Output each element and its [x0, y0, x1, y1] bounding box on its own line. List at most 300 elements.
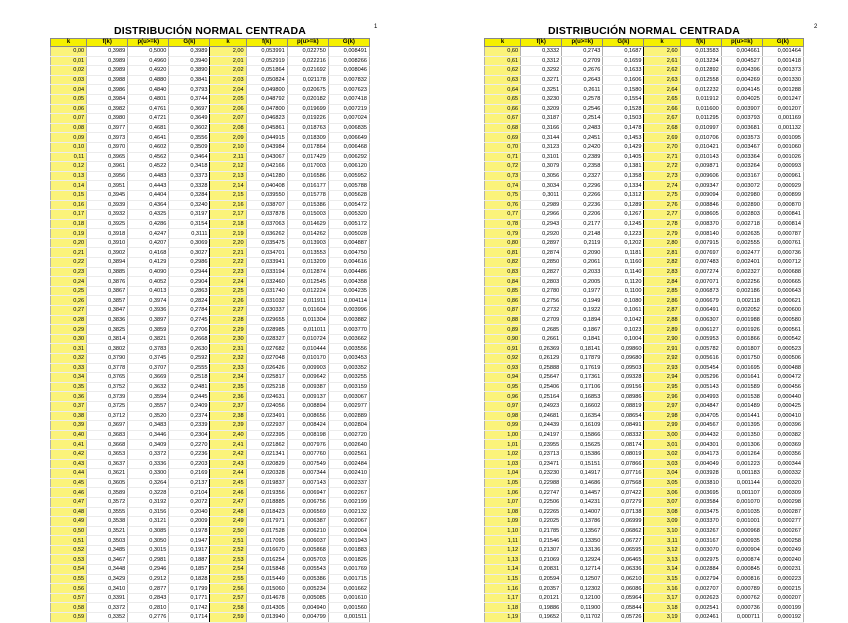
cell-p-u-ge-k: 0,001926: [721, 325, 762, 335]
cell-f-k: 0,3230: [521, 94, 562, 104]
cell-g-k: 0,1061: [603, 306, 644, 316]
cell-k: 1,07: [485, 497, 521, 507]
cell-g-k: 0,003556: [328, 344, 369, 354]
cell-f-k: 0,3836: [87, 315, 128, 325]
cell-f-k: 0,005296: [680, 373, 721, 383]
cell-p-u-ge-k: 0,006569: [287, 507, 328, 517]
cell-k: 0,36: [51, 392, 87, 402]
cell-k: 0,93: [485, 363, 521, 373]
cell-g-k: 0,2009: [169, 517, 210, 527]
cell-f-k: 0,019837: [246, 478, 287, 488]
cell-f-k: 0,041280: [246, 171, 287, 181]
cell-g-k: 0,000207: [762, 593, 803, 603]
cell-f-k: 0,3885: [87, 267, 128, 277]
cell-k: 0,58: [51, 603, 87, 613]
table-row: [485, 75, 804, 85]
cell-p-u-ge-k: 0,019699: [287, 104, 328, 114]
cell-p-u-ge-k: 0,000736: [721, 603, 762, 613]
cell-k: 2,29: [210, 325, 246, 335]
cell-g-k: 0,003453: [328, 354, 369, 364]
cell-f-k: 0,009871: [680, 162, 721, 172]
cell-p-u-ge-k: 0,002980: [721, 190, 762, 200]
cell-k: 2,79: [644, 229, 680, 239]
table-row: [485, 267, 804, 277]
cell-k: 2,39: [210, 421, 246, 431]
cell-g-k: 0,001883: [328, 545, 369, 555]
cell-p-u-ge-k: 0,2843: [128, 593, 169, 603]
column-header-p-u-ge-k: p(u>=k): [562, 39, 603, 47]
cell-f-k: 0,3653: [87, 449, 128, 459]
cell-g-k: 0,1181: [603, 248, 644, 258]
cell-k: 0,59: [51, 613, 87, 623]
cell-p-u-ge-k: 0,4641: [128, 133, 169, 143]
cell-g-k: 0,003882: [328, 315, 369, 325]
cell-k: 1,04: [485, 469, 521, 479]
cell-f-k: 0,043067: [246, 152, 287, 162]
cell-p-u-ge-k: 0,010170: [287, 354, 328, 364]
cell-k: 0,55: [51, 574, 87, 584]
cell-g-k: 0,001826: [328, 555, 369, 565]
cell-k: 1,15: [485, 574, 521, 584]
cell-g-k: 0,000440: [762, 392, 803, 402]
cell-k: 2,62: [644, 66, 680, 76]
cell-p-u-ge-k: 0,020675: [287, 85, 328, 95]
cell-k: 2,14: [210, 181, 246, 191]
cell-f-k: 0,006307: [680, 315, 721, 325]
cell-p-u-ge-k: 0,2389: [562, 152, 603, 162]
cell-g-k: 0,1554: [603, 94, 644, 104]
table-row: [485, 507, 804, 517]
cell-k: 2,89: [644, 325, 680, 335]
table-row: [51, 325, 370, 335]
cell-k: 3,00: [644, 430, 680, 440]
cell-g-k: 0,000814: [762, 219, 803, 229]
cell-g-k: 0,005628: [328, 190, 369, 200]
cell-p-u-ge-k: 0,003467: [721, 142, 762, 152]
cell-k: 0,47: [51, 497, 87, 507]
cell-p-u-ge-k: 0,2776: [128, 613, 169, 623]
cell-g-k: 0,3649: [169, 114, 210, 124]
cell-p-u-ge-k: 0,002256: [721, 277, 762, 287]
cell-p-u-ge-k: 0,2033: [562, 267, 603, 277]
table-row: [51, 142, 370, 152]
cell-f-k: 0,008846: [680, 200, 721, 210]
cell-p-u-ge-k: 0,021692: [287, 66, 328, 76]
cell-f-k: 0,23471: [521, 459, 562, 469]
cell-f-k: 0,3712: [87, 411, 128, 421]
cell-f-k: 0,3739: [87, 392, 128, 402]
cell-p-u-ge-k: 0,3859: [128, 325, 169, 335]
cell-g-k: 0,2040: [169, 507, 210, 517]
cell-k: 0,21: [51, 248, 87, 258]
cell-f-k: 0,025817: [246, 373, 287, 383]
cell-f-k: 0,037878: [246, 210, 287, 220]
cell-f-k: 0,007274: [680, 267, 721, 277]
cell-p-u-ge-k: 0,006210: [287, 526, 328, 536]
cell-f-k: 0,003928: [680, 469, 721, 479]
cell-f-k: 0,031740: [246, 286, 287, 296]
cell-f-k: 0,3589: [87, 488, 128, 498]
cell-k: 0,40: [51, 430, 87, 440]
cell-k: 0,49: [51, 517, 87, 527]
cell-f-k: 0,004049: [680, 459, 721, 469]
cell-f-k: 0,004847: [680, 401, 721, 411]
cell-f-k: 0,004993: [680, 392, 721, 402]
cell-g-k: 0,07138: [603, 507, 644, 517]
cell-g-k: 0,08491: [603, 421, 644, 431]
cell-k: 0,07: [51, 114, 87, 124]
cell-f-k: 0,3429: [87, 574, 128, 584]
cell-f-k: 0,3939: [87, 200, 128, 210]
table-row: [51, 459, 370, 469]
cell-p-u-ge-k: 0,13567: [562, 526, 603, 536]
cell-p-u-ge-k: 0,004661: [721, 47, 762, 57]
table-row: [485, 238, 804, 248]
column-header-f-k: f(k): [87, 39, 128, 47]
cell-p-u-ge-k: 0,2912: [128, 574, 169, 584]
cell-f-k: 0,045861: [246, 123, 287, 133]
cell-k: 0,87: [485, 306, 521, 316]
cell-k: 2,47: [210, 497, 246, 507]
table-row: [51, 449, 370, 459]
cell-f-k: 0,005616: [680, 354, 721, 364]
cell-g-k: 0,001715: [328, 574, 369, 584]
cell-f-k: 0,2874: [521, 248, 562, 258]
cell-f-k: 0,3951: [87, 181, 128, 191]
cell-g-k: 0,000425: [762, 401, 803, 411]
table-row: [485, 258, 804, 268]
cell-k: 0,73: [485, 171, 521, 181]
cell-g-k: 0,2304: [169, 430, 210, 440]
cell-f-k: 0,19652: [521, 613, 562, 623]
cell-f-k: 0,040408: [246, 181, 287, 191]
cell-k: 3,16: [644, 584, 680, 594]
cell-p-u-ge-k: 0,3974: [128, 296, 169, 306]
cell-f-k: 0,003475: [680, 507, 721, 517]
cell-p-u-ge-k: 0,4364: [128, 200, 169, 210]
cell-g-k: 0,3556: [169, 133, 210, 143]
cell-k: 0,20: [51, 238, 87, 248]
cell-f-k: 0,026426: [246, 363, 287, 373]
cell-f-k: 0,009347: [680, 181, 721, 191]
cell-k: 3,18: [644, 603, 680, 613]
cell-p-u-ge-k: 0,011604: [287, 306, 328, 316]
cell-f-k: 0,022937: [246, 421, 287, 431]
table-row: [51, 296, 370, 306]
table-row: [485, 430, 804, 440]
page-title: DISTRIBUCIÓN NORMAL CENTRADA: [113, 25, 307, 37]
cell-f-k: 0,003267: [680, 526, 721, 536]
cell-p-u-ge-k: 0,001807: [721, 344, 762, 354]
cell-k: 2,06: [210, 104, 246, 114]
cell-f-k: 0,25647: [521, 373, 562, 383]
cell-k: 0,48: [51, 507, 87, 517]
cell-f-k: 0,3956: [87, 171, 128, 181]
cell-p-u-ge-k: 0,2061: [562, 258, 603, 268]
cell-g-k: 0,003159: [328, 382, 369, 392]
cell-f-k: 0,037063: [246, 219, 287, 229]
table-row: [51, 267, 370, 277]
table-row: [485, 382, 804, 392]
cell-f-k: 0,015848: [246, 565, 287, 575]
cell-f-k: 0,020328: [246, 469, 287, 479]
cell-k: 0,60: [485, 47, 521, 57]
cell-p-u-ge-k: 0,018763: [287, 123, 328, 133]
cell-p-u-ge-k: 0,001001: [721, 517, 762, 527]
cell-k: 3,03: [644, 459, 680, 469]
cell-k: 2,22: [210, 258, 246, 268]
cell-k: 0,23: [51, 267, 87, 277]
table-row: [51, 382, 370, 392]
cell-p-u-ge-k: 0,14007: [562, 507, 603, 517]
cell-p-u-ge-k: 0,12302: [562, 584, 603, 594]
cell-k: 0,54: [51, 565, 87, 575]
cell-k: 2,33: [210, 363, 246, 373]
cell-k: 2,98: [644, 411, 680, 421]
cell-p-u-ge-k: 0,3594: [128, 392, 169, 402]
cell-k: 2,66: [644, 104, 680, 114]
cell-g-k: 0,000309: [762, 488, 803, 498]
cell-p-u-ge-k: 0,009137: [287, 392, 328, 402]
table-row: [485, 123, 804, 133]
cell-k: 0,11: [51, 152, 87, 162]
cell-k: 2,16: [210, 200, 246, 210]
cell-f-k: 0,012558: [680, 75, 721, 85]
cell-k: 2,82: [644, 258, 680, 268]
cell-g-k: 0,000542: [762, 334, 803, 344]
cell-p-u-ge-k: 0,4761: [128, 104, 169, 114]
cell-g-k: 0,006292: [328, 152, 369, 162]
cell-g-k: 0,1312: [603, 190, 644, 200]
cell-k: 1,13: [485, 555, 521, 565]
cell-k: 3,07: [644, 497, 680, 507]
cell-p-u-ge-k: 0,003793: [721, 114, 762, 124]
cell-f-k: 0,020829: [246, 459, 287, 469]
table-row: [485, 574, 804, 584]
cell-f-k: 0,3503: [87, 536, 128, 546]
cell-f-k: 0,017971: [246, 517, 287, 527]
cell-k: 2,73: [644, 171, 680, 181]
cell-g-k: 0,003352: [328, 363, 369, 373]
cell-p-u-ge-k: 0,016586: [287, 171, 328, 181]
cell-g-k: 0,3284: [169, 190, 210, 200]
cell-p-u-ge-k: 0,019226: [287, 114, 328, 124]
cell-g-k: 0,000580: [762, 315, 803, 325]
cell-f-k: 0,3961: [87, 162, 128, 172]
table-row: [485, 613, 804, 623]
cell-g-k: 0,1120: [603, 277, 644, 287]
cell-f-k: 0,22265: [521, 507, 562, 517]
cell-f-k: 0,3894: [87, 258, 128, 268]
cell-p-u-ge-k: 0,010444: [287, 344, 328, 354]
cell-g-k: 0,2072: [169, 497, 210, 507]
cell-g-k: 0,1267: [603, 210, 644, 220]
cell-k: 0,06: [51, 104, 87, 114]
cell-g-k: 0,002720: [328, 430, 369, 440]
cell-g-k: 0,05844: [603, 603, 644, 613]
table-row: [485, 536, 804, 546]
cell-f-k: 0,032460: [246, 277, 287, 287]
cell-f-k: 0,002975: [680, 555, 721, 565]
cell-f-k: 0,25406: [521, 382, 562, 392]
cell-g-k: 0,001247: [762, 94, 803, 104]
cell-f-k: 0,2709: [521, 315, 562, 325]
cell-g-k: 0,005952: [328, 171, 369, 181]
cell-k: 0,92: [485, 354, 521, 364]
cell-k: 0,88: [485, 315, 521, 325]
cell-g-k: 0,06595: [603, 545, 644, 555]
cell-k: 2,31: [210, 344, 246, 354]
cell-f-k: 0,009606: [680, 171, 721, 181]
column-header-k: k: [485, 39, 521, 47]
cell-g-k: 0,1042: [603, 315, 644, 325]
cell-k: 2,55: [210, 574, 246, 584]
cell-g-k: 0,000993: [762, 162, 803, 172]
table-row: [51, 306, 370, 316]
table-row: [51, 603, 370, 613]
table-row: [51, 478, 370, 488]
cell-k: 2,86: [644, 296, 680, 306]
column-header-g-k: G(k): [328, 39, 369, 47]
cell-g-k: 0,000356: [762, 449, 803, 459]
cell-f-k: 0,046823: [246, 114, 287, 124]
cell-p-u-ge-k: 0,18141: [562, 344, 603, 354]
cell-g-k: 0,007832: [328, 75, 369, 85]
table-row: [51, 584, 370, 594]
cell-k: 2,72: [644, 162, 680, 172]
cell-g-k: 0,001418: [762, 56, 803, 66]
cell-k: 2,70: [644, 142, 680, 152]
cell-p-u-ge-k: 0,2206: [562, 210, 603, 220]
cell-p-u-ge-k: 0,3264: [128, 478, 169, 488]
cell-g-k: 0,000277: [762, 517, 803, 527]
cell-f-k: 0,005143: [680, 382, 721, 392]
cell-g-k: 0,000231: [762, 565, 803, 575]
cell-p-u-ge-k: 0,004396: [721, 66, 762, 76]
cell-p-u-ge-k: 0,021178: [287, 75, 328, 85]
cell-k: 0,86: [485, 296, 521, 306]
cell-k: 2,51: [210, 536, 246, 546]
cell-p-u-ge-k: 0,020182: [287, 94, 328, 104]
cell-p-u-ge-k: 0,16853: [562, 392, 603, 402]
cell-p-u-ge-k: 0,003681: [721, 123, 762, 133]
cell-p-u-ge-k: 0,013209: [287, 258, 328, 268]
cell-g-k: 0,3240: [169, 200, 210, 210]
cell-p-u-ge-k: 0,002890: [721, 200, 762, 210]
cell-g-k: 0,3744: [169, 94, 210, 104]
cell-f-k: 0,3910: [87, 238, 128, 248]
cell-g-k: 0,000870: [762, 200, 803, 210]
cell-f-k: 0,004567: [680, 421, 721, 431]
cell-p-u-ge-k: 0,3897: [128, 315, 169, 325]
cell-k: 2,17: [210, 210, 246, 220]
cell-g-k: 0,1478: [603, 123, 644, 133]
cell-p-u-ge-k: 0,001070: [721, 497, 762, 507]
cell-f-k: 0,028327: [246, 334, 287, 344]
cell-f-k: 0,013583: [680, 47, 721, 57]
cell-p-u-ge-k: 0,009387: [287, 382, 328, 392]
cell-f-k: 0,002707: [680, 584, 721, 594]
cell-p-u-ge-k: 0,006037: [287, 536, 328, 546]
cell-g-k: 0,000488: [762, 363, 803, 373]
cell-k: 3,15: [644, 574, 680, 584]
cell-g-k: 0,003067: [328, 392, 369, 402]
cell-k: 0,90: [485, 334, 521, 344]
cell-k: 2,07: [210, 114, 246, 124]
cell-f-k: 0,3814: [87, 334, 128, 344]
table-row: [485, 363, 804, 373]
cell-p-u-ge-k: 0,3745: [128, 354, 169, 364]
cell-g-k: 0,1771: [169, 593, 210, 603]
cell-g-k: 0,09680: [603, 354, 644, 364]
cell-k: 0,25: [51, 286, 87, 296]
cell-k: 2,18: [210, 219, 246, 229]
cell-f-k: 0,003167: [680, 536, 721, 546]
cell-k: 0,50: [51, 526, 87, 536]
cell-g-k: 0,002804: [328, 421, 369, 431]
cell-g-k: 0,001330: [762, 75, 803, 85]
cell-p-u-ge-k: 0,3783: [128, 344, 169, 354]
table-row: [51, 411, 370, 421]
cell-k: 2,95: [644, 382, 680, 392]
cell-f-k: 0,3467: [87, 555, 128, 565]
cell-g-k: 0,1080: [603, 296, 644, 306]
cell-g-k: 0,2339: [169, 421, 210, 431]
cell-f-k: 0,2989: [521, 200, 562, 210]
cell-k: 2,48: [210, 507, 246, 517]
cell-g-k: 0,06862: [603, 526, 644, 536]
cell-g-k: 0,000249: [762, 545, 803, 555]
cell-p-u-ge-k: 0,001350: [721, 430, 762, 440]
cell-g-k: 0,000287: [762, 507, 803, 517]
cell-p-u-ge-k: 0,005234: [287, 584, 328, 594]
cell-g-k: 0,001662: [328, 584, 369, 594]
cell-f-k: 0,024631: [246, 392, 287, 402]
cell-k: 0,75: [485, 190, 521, 200]
cell-f-k: 0,034701: [246, 248, 287, 258]
table-row: [51, 219, 370, 229]
cell-p-u-ge-k: 0,001750: [721, 354, 762, 364]
cell-k: 2,46: [210, 488, 246, 498]
cell-f-k: 0,3209: [521, 104, 562, 114]
cell-f-k: 0,008605: [680, 210, 721, 220]
cell-f-k: 0,3056: [521, 171, 562, 181]
cell-p-u-ge-k: 0,001641: [721, 373, 762, 383]
cell-g-k: 0,000332: [762, 469, 803, 479]
cell-p-u-ge-k: 0,15625: [562, 440, 603, 450]
cell-k: 2,90: [644, 334, 680, 344]
cell-p-u-ge-k: 0,001107: [721, 488, 762, 498]
cell-g-k: 0,004750: [328, 248, 369, 258]
cell-p-u-ge-k: 0,011304: [287, 315, 328, 325]
cell-p-u-ge-k: 0,4129: [128, 258, 169, 268]
cell-p-u-ge-k: 0,001395: [721, 421, 762, 431]
cell-k: 0,32: [51, 354, 87, 364]
cell-p-u-ge-k: 0,3192: [128, 497, 169, 507]
cell-f-k: 0,3982: [87, 104, 128, 114]
cell-p-u-ge-k: 0,2119: [562, 238, 603, 248]
cell-p-u-ge-k: 0,2810: [128, 603, 169, 613]
cell-f-k: 0,3521: [87, 526, 128, 536]
cell-f-k: 0,044915: [246, 133, 287, 143]
cell-f-k: 0,002884: [680, 565, 721, 575]
cell-p-u-ge-k: 0,2090: [562, 248, 603, 258]
cell-p-u-ge-k: 0,4325: [128, 210, 169, 220]
table-row: [51, 104, 370, 114]
cell-g-k: 0,1358: [603, 171, 644, 181]
table-row: [51, 181, 370, 191]
table-row: [485, 56, 804, 66]
